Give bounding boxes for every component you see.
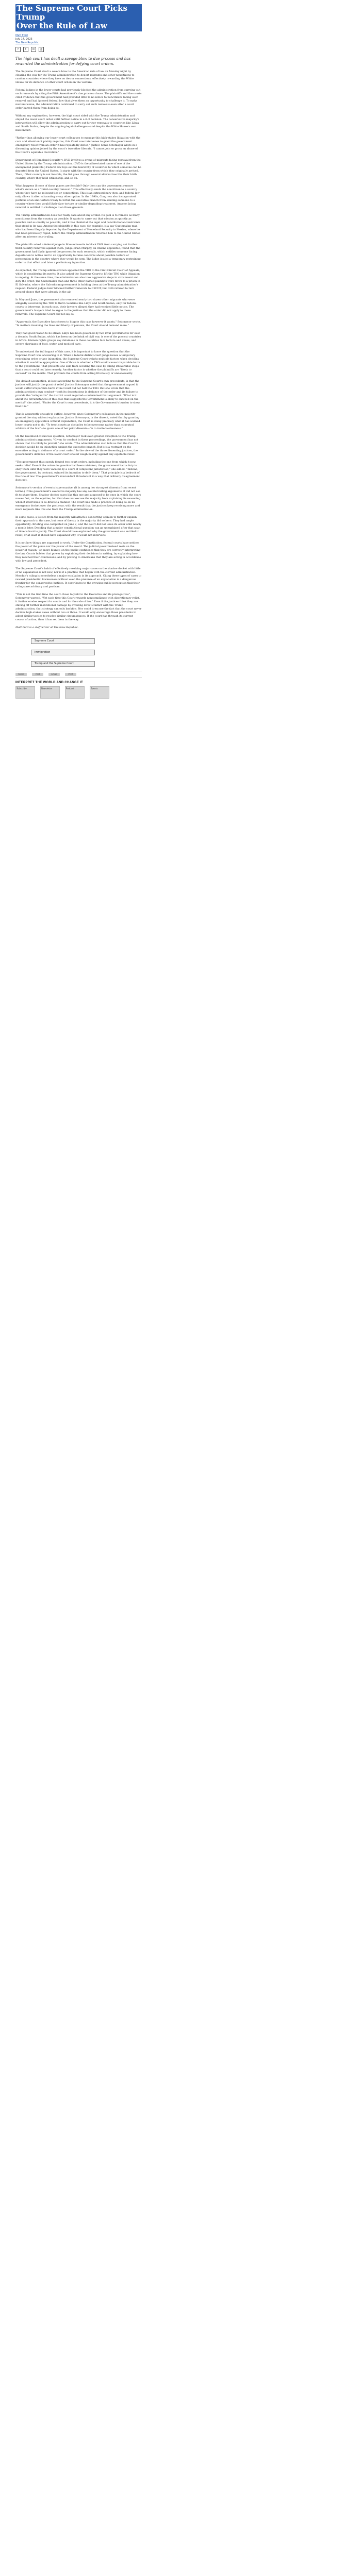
publish-date: July 14, 2025 <box>15 38 32 41</box>
paragraph: The Supreme Court's habit of effectively resolving major cases on the shadow docket with little or no explanation is not new, nor is it a practice that began with the current administration. Monday's ruling is nonetheless a major escalation in its approach. Citing these types of cases to reward presidential lawlessness without even the pretense of an explanation is a dangerous frontier for the conservative justices. It contributes to the growing public perception that their rulings are arbitrary and partisan. <box>15 567 142 588</box>
paragraph: The default assumption, at least according to the Supreme Court's own precedents, is that the justices will justify the grant of relief. Justice Sotomayor noted that the government argued it would suffer irreparable harm if the Court did not halt the TRO. But she wrote that the administration's own conduct—both its deportations in defiance of the order and its failure to provide the "safeguards" the district court required—undermined that argument. "What is it about the circumstances of this case that suggests the Government is likely to succeed on the merits?" she asked. "Under the Court's own precedents, it is the Government's burden to show that it is." <box>15 380 140 408</box>
footer-card[interactable]: Subscribe <box>15 686 35 699</box>
article-body <box>15 70 142 630</box>
publication-link[interactable]: The New Republic <box>15 41 39 44</box>
paragraph: The Trump administration does not really care about any of that. Its goal is to remove as many noncitizens from the country as possible. It wants to carry out that mission as quickly as possible and as cruelly as possible, and it has chafed at the legal and constitutional constraints that stand in its way. Among the plaintiffs in this case, for example, is a gay Guatemalan man who had been illegally deported by the Department of Homeland Security to Mexico, where he had been previously raped, before the Trump administration returned him to the United States after an adverse court ruling. <box>15 214 140 239</box>
share-button[interactable]: Share <box>15 673 27 676</box>
title-line-2: Over the Rule of Law <box>17 21 107 30</box>
footer-card[interactable]: Podcast <box>65 686 85 699</box>
article-title <box>15 4 142 31</box>
footer-heading: INTERPRET THE WORLD AND CHANGE IT <box>15 681 84 684</box>
footer-card[interactable]: Events <box>90 686 109 699</box>
title-line-1: The Supreme Court Picks Trump <box>17 4 127 22</box>
paragraph: In some cases, a justice from the majority will attach a concurring opinion to further explain their approach to the case, but none of the six in the majority did so here. They had ample opportunity: Briefing was completed on June 2, and the court did not issue its order until nearly a month later. Deciding that a major constitutional question can go unexplained after that span of time is hard to justify. The Court should have explained why the government was entitled to relief, or at least it should have explained why it would not intervene. <box>15 516 141 537</box>
paragraph: Department of Homeland Security v. DVD involves a group of migrants facing removal from the United States by the Trump administration. (DVD is the abbreviated name of one of the anonymized plaintiffs.) Federal law lays out the hierarchy of countries to which someone can be deported from the United States. It starts with the country from which they originally arrived. Then, if that country is not feasible, the list goes through several alternatives like their birth country, where they hold citizenship, and so on. <box>15 159 141 180</box>
tag-supreme-court[interactable]: Supreme Court <box>31 638 95 644</box>
article-dek: The high court has dealt a savage blow to due process and has rewarded the administration for defying court orders. <box>15 57 131 66</box>
author-bio: Matt Ford is a staff writer at The New Republic. <box>15 626 79 629</box>
paragraph: As expected, the Trump administration appealed the TRO to the First Circuit Court of Appeals, which is considering its merits. It also asked the Supreme Court to lift the TRO while litigation is ongoing. At the same time, the administration also took aggressive steps to circumvent and defy the order. The Guatemalan man and three other named plaintiffs were flown to a prison in El Salvador, where the Salvadoran government is holding them at the Trump administration's request. Federal judges later blocked further removals to CECOT, but DHS refused to turn around planes that were already in the air. <box>15 269 140 294</box>
paragraph: That is apparently enough to suffice, however, since Sotomayor's colleagues in the majority granted the stay without explanation. Justice Sotomayor, in the dissent, noted that by granting an emergency application without explanation, the Court is doing precisely what it has warned lower courts not to do. "To treat courts as obstacles to be overcome rather than as neutral arbiters of the law"—to quote one of her prior dissents—"is to invite lawlessness." <box>15 413 140 430</box>
paragraph: To understand the full impact of this case, it is important to know the question that the Supreme Court was answering in it. When a federal district court judge issues a temporary restraining order or any injunction, the Supreme Court weighs multiple factors when deciding whether it would be appropriate. One of those is whether a TRO would cause irreparable harm to the government. That prevents one side from securing the case by taking irreversible steps that a court could not later remedy. Another factor is whether the plaintiffs are "likely to succeed" on the merits. That prevents the courts from acting frivolously or unnecessarily. <box>15 350 140 375</box>
footer-cards <box>15 686 142 699</box>
byline <box>15 34 142 45</box>
paragraph: "Rather than allowing our lower court colleagues to manage this high-stakes litigation with the care and attention it plainly requires, this Court now intervenes to grant the government emergency relief from an order it has repeatedly defied," Justice Sonia Sotomayor wrote in a dissenting opinion joined by the court's two other liberals. "I cannot join so gross an abuse of the Court's equitable discretion." <box>15 137 141 154</box>
author-link[interactable]: Matt Ford <box>15 34 28 37</box>
paragraph: They had good reason to be afraid. Libya has been governed by two rival governments for over a decade; South Sudan, which has been on the brink of civil war, is one of the poorest countries in Africa. Human rights groups say detainees in these countries face torture and abuse, and severe shortages of food, water, and medical care. <box>15 332 141 346</box>
tag-list <box>15 634 142 668</box>
paragraph: "This is not the first time the court chose to yield to the Executive and its prerogatives", Sotomayor warned. "Yet each time this Court rewards noncompliance with discretionary relief, it further erodes respect for courts and for the rule of law." Even if the justices think they are staving off further institutional damage by avoiding direct conflict with the Trump administration, that strategy can only backfire. Nor could it excuse the fact that the court never decides high-stakes cases without two or three. It would only encourage those presidents to adopt similar tactics to resolve similar circumstances. If the court has through its current course of action, then it has set them in the way. <box>15 593 142 621</box>
email-icon[interactable]: ✉ <box>31 47 36 52</box>
paragraph: Without any explanation, however, the high court sided with the Trump administration and stayed the lower court order until further notice in a 6–3 decision. The conservative majority's intervention will allow the administration to carry out further removals to countries like Libya and South Sudan, despite the ongoing legal challenges—and despite the White House's own misconduct. <box>15 114 139 132</box>
share-icons <box>15 47 142 52</box>
paragraph: The plaintiffs asked a federal judge in Massachusetts to block DHS from carrying out further third-country removals against them. Judge Brian Murphy, an Obama appointee, found that the government had likely ignored the process for such removals, which entitles someone facing deportation to notice and to an opportunity to raise concerns about possible torture or persecution in the country where they would be sent. The judge issued a temporary restraining order to that effect and later a preliminary injunction. <box>15 243 141 264</box>
twitter-icon[interactable]: t <box>23 47 28 52</box>
paragraph: On the likelihood-of-success question, Sotomayor took even greater exception to the Trump administration's arguments. "Given its conduct in these proceedings, the government has not shown that it is likely to prevail," she wrote. "The administration also tells us that the Court's decision would be an injunction against the executive branch. But it is a restraint on the executive acting in defiance of a court order." In the view of the three dissenting justices, the government's defiance of the lower court should weigh heavily against any equitable relief. <box>15 435 138 456</box>
paragraph: Sotomayor's version of events is persuasive. (It is among her strongest dissents from recent terms.) If the government's executive majority has any countervailing arguments, it did not see fit to share them. Shadow docket cases like this one are supposed to be ones in which the court moves fast, on the equities, but that does not excuse the majority from explaining its reasoning when it intervenes in so drastic a manner. The Court has made a practice of doing so on its emergency docket over the past year, with the result that the justices keep receiving more and more requests like this one from the Trump administration. <box>15 486 141 511</box>
print-button[interactable]: Print <box>65 673 76 676</box>
paragraph: "The government thus openly flouted two court orders, including the one from which it now seeks relief. Even if the orders in question had been mistaken, the government had a duty to obey them until they were vacated by a court of competent jurisdiction," she added. "Instead, the government, by contrast, evinced its intention to defy them." That principle is a bedrock of the rule of law. The government's misconduct threatens it in a way that ordinary disagreement does not. <box>15 461 140 482</box>
paragraph: "Apparently, the Executive has chosen to litigate this case however it wants," Sotomayor wrote. "In matters involving the lives and liberty of persons, the Court should demand more." <box>15 320 141 327</box>
paragraph: It is not how things are supposed to work. Under the Constitution, federal courts have neither the power of the purse nor the power of the sword. The judicial power instead rests on the power of reason—or, more bluntly, on the public confidence that they are correctly interpreting the law. Courts bolster that power by explaining their decisions in writing, by explaining how they reached their conclusions, and by proving to Americans that they are acting in accordance with law and precedent. <box>15 541 141 563</box>
footer-card[interactable]: Newsletter <box>40 686 60 699</box>
paragraph: Federal judges in the lower courts had previously blocked the administration from carrying out such removals by citing the Fifth Amendment's due process clause. The plaintiffs and the courts cited evidence that the government had provided little to no notice to noncitizens facing such removal and had ignored federal law that gives them an opportunity to challenge it. To make matters worse, the administration continued to carry out such removals even after a court order barred them from doing so. <box>15 89 142 110</box>
print-icon[interactable]: ⎙ <box>39 47 44 52</box>
paragraph: What happens if none of those places are feasible? Only then can the government remove what's known as a "third-country removal." This effectively sends the noncitizen to a country where they have no relevant ties or connections. This is an extraordinary step, and federal law only allows it after exhausting every other option. In the 1990s, Congress also incorporated portions of an anti-torture treaty to forbid the executive branch from sending someone to a country where they would likely face torture or similar degrading treatment. Anyone facing removal is entitled to challenge it on those grounds. <box>15 184 140 209</box>
share-bar <box>15 671 142 678</box>
post-button[interactable]: Post <box>32 673 43 676</box>
paragraph: The Supreme Court dealt a severe blow to the American rule of law on Monday night by clearing the way for the Trump administration to deport migrants and other noncitizens to random countries where they have no ties or connections, effectively rewarding the White House for its defiance of other court orders in the venture. <box>15 70 135 84</box>
facebook-icon[interactable]: f <box>15 47 21 52</box>
article-container <box>15 0 142 699</box>
tag-immigration[interactable]: Immigration <box>31 650 95 655</box>
email-button[interactable]: Email <box>48 673 60 676</box>
paragraph: In May and June, the government also removed nearly two dozen other migrants who were allegedly covered by the TRO to third countries like Libya and South Sudan, only for federal courts to intervene; in each case, their lawyers alleged they had received little notice. The government's lawyers tried to argue to the justices that the order did not apply to these removals. The Supreme Court did not say so. <box>15 298 137 316</box>
tag-trump-supreme-court[interactable]: Trump and the Supreme Court <box>31 661 95 667</box>
